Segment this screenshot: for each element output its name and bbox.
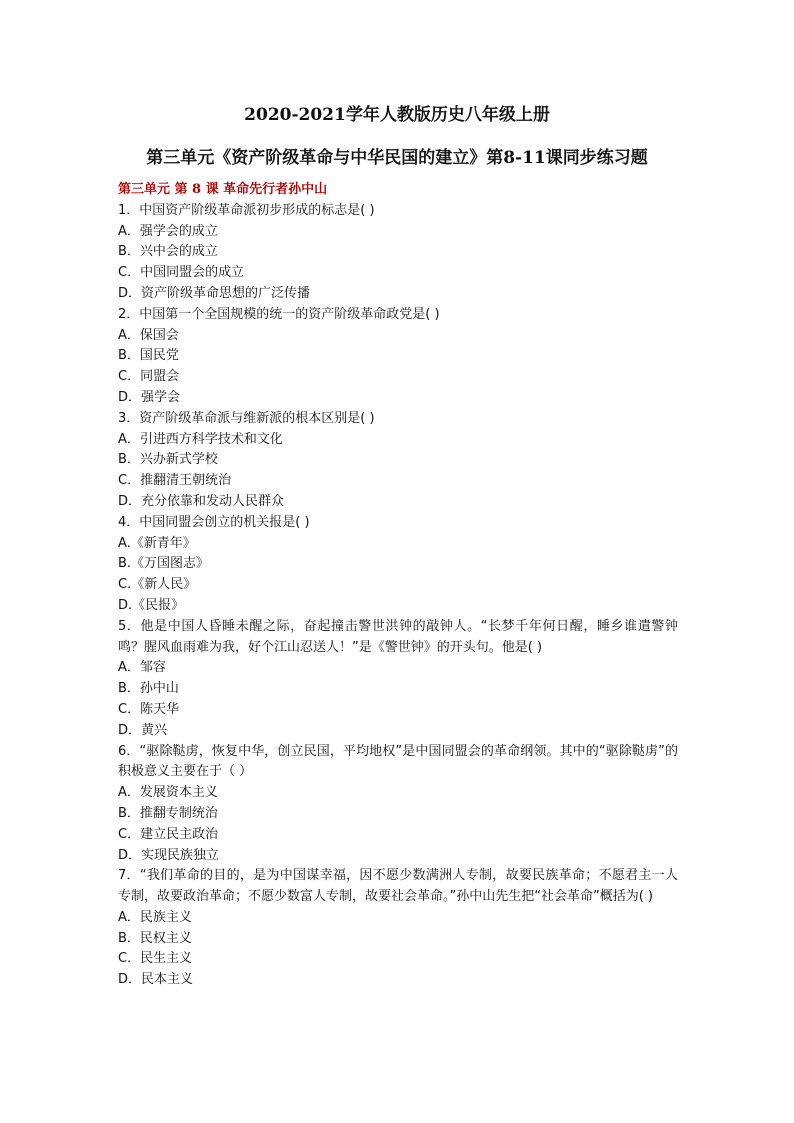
answer-option: B．国民党 (118, 348, 179, 364)
answer-option: A．强学会的成立 (118, 223, 218, 239)
answer-option: B．推翻专制统治 (118, 805, 218, 821)
answer-option: C．陈天华 (118, 701, 180, 717)
document-subtitle: 第三单元《资产阶级革命与中华民国的建立》第8-11课同步练习题 (146, 148, 648, 168)
question-stem: 3．资产阶级革命派与维新派的根本区别是( ) (118, 410, 375, 426)
answer-option: C．同盟会 (118, 369, 180, 385)
question-3 (118, 409, 678, 513)
document-title: 2020-2021学年人教版历史八年级上册 (244, 105, 550, 125)
answer-option: D．资产阶级革命思想的广泛传播 (118, 285, 311, 301)
answer-option: B．兴中会的成立 (118, 244, 218, 260)
answer-option: B．孙中山 (118, 681, 179, 697)
answer-option: C.《新人民》 (118, 577, 197, 593)
answer-option: D．民本主义 (118, 972, 194, 988)
answer-option: A．引进西方科学技术和文化 (118, 431, 283, 447)
section-heading: 第三单元 第 8 课 革命先行者孙中山 (118, 182, 328, 197)
answer-option: A．发展资本主义 (118, 785, 218, 801)
question-stem: 6．“驱除鞑虏，恢复中华，创立民国，平均地权”是中国同盟会的革命纲领。其中的“驱除鞑虏”的积极意义主要在于（ ） (118, 743, 678, 780)
question-6 (118, 742, 678, 867)
question-4 (118, 513, 678, 617)
answer-option: C．中国同盟会的成立 (118, 265, 245, 281)
question-stem: 4．中国同盟会创立的机关报是( ) (118, 514, 310, 530)
answer-option: D．黄兴 (118, 722, 168, 738)
question-stem: 2．中国第一个全国规模的统一的资产阶级革命政党是( ) (118, 306, 440, 322)
answer-option: A.《新青年》 (118, 535, 196, 551)
question-7 (118, 866, 678, 991)
answer-option: D．充分依靠和发动人民群众 (118, 493, 285, 509)
question-stem: 7．“我们革命的目的，是为中国谋幸福，因不愿少数满洲人专制，故要民族革命；不愿君主一人专制，故要政治革命；不愿少数富人专制，故要社会革命。”孙中山先生把“社会革命”概括为( ) (118, 868, 678, 905)
question-1 (118, 201, 678, 305)
answer-option: B．兴办新式学校 (118, 452, 218, 468)
answer-option: A．保国会 (118, 327, 179, 343)
answer-option: B．民权主义 (118, 930, 192, 946)
answer-option: A．邹容 (118, 660, 166, 676)
answer-option: D.《民报》 (118, 597, 185, 613)
question-stem: 5．他是中国人昏睡未醒之际，奋起撞击警世洪钟的敲钟人。“长梦千年何日醒，睡乡谁遣警钟鸣？腥风血雨难为我，好个江山忍送人！”是《警世钟》的开头句。他是( ) (118, 618, 678, 655)
question-5 (118, 617, 678, 742)
question-stem: 1．中国资产阶级革命派初步形成的标志是( ) (118, 202, 375, 218)
answer-option: A．民族主义 (118, 909, 192, 925)
answer-option: C．建立民主政治 (118, 826, 219, 842)
answer-option: B.《万国图志》 (118, 556, 210, 572)
question-2 (118, 305, 678, 409)
answer-option: D．实现民族独立 (118, 847, 220, 863)
answer-option: C．推翻清王朝统治 (118, 473, 232, 489)
answer-option: D．强学会 (118, 389, 181, 405)
document-body (118, 180, 678, 991)
answer-option: C．民生主义 (118, 951, 193, 967)
